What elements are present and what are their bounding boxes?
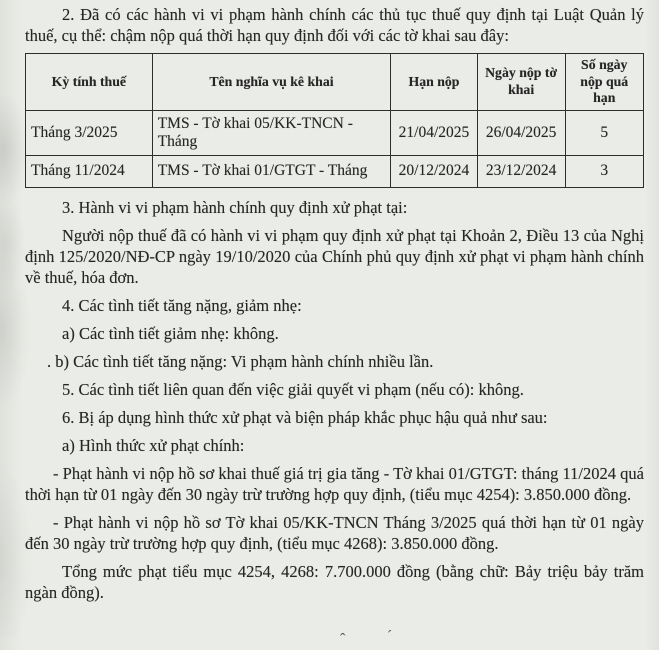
paragraph-3-heading: 3. Hành vi vi phạm hành chính quy định xử phạt tại: [62, 197, 408, 217]
cutoff-diacritics-fragment: ˆ ́ [340, 630, 434, 649]
cell-tax-period: Tháng 3/2025 [26, 110, 153, 155]
cell-deadline: 21/04/2025 [391, 110, 478, 155]
paragraph-5-related-circumstances: 5. Các tình tiết liên quan đến việc giải quyết vi phạm (nếu có): không. [62, 379, 524, 399]
paragraph-6-heading: 6. Bị áp dụng hình thức xử phạt và biện pháp khắc phục hậu quả như sau: [62, 407, 548, 427]
cell-tax-period: Tháng 11/2024 [26, 155, 153, 187]
paragraph-4-heading: 4. Các tình tiết tăng nặng, giảm nhẹ: [62, 295, 302, 315]
header-deadline: Hạn nộp [391, 54, 478, 111]
cell-deadline: 20/12/2024 [391, 155, 478, 187]
paragraph-2-violations-summary: 2. Đã có các hành vi vi phạm hành chính các thủ tục thuế quy định tại Luật Quản lý thuế, cụ thể: chậm nộp quá thời hạn quy định đối với các tờ khai sau đây: [25, 5, 644, 45]
table-row [26, 110, 644, 155]
cell-days-overdue: 5 [565, 110, 644, 155]
clause-6a-main-penalty: a) Hình thức xử phạt chính: [62, 435, 245, 455]
cell-filing-date: 23/12/2024 [477, 155, 565, 187]
table-row [26, 155, 644, 187]
header-tax-period: Kỳ tính thuế [26, 54, 153, 111]
cell-filing-date: 26/04/2025 [477, 110, 565, 155]
cell-declaration-duty: TMS - Tờ khai 05/KK-TNCN - Tháng [152, 110, 391, 155]
table-header-row [26, 54, 644, 111]
fine-item-tncn: - Phạt hành vi nộp hồ sơ Tờ khai 05/KK-TNCN Tháng 3/2025 quá thời hạn từ 01 ngày đến 30 ngày trừ trường hợp quy định, (tiểu mục 4268): 3.850.000 đồng. [25, 512, 644, 553]
total-fine-statement: Tổng mức phạt tiểu mục 4254, 4268: 7.700.000 đồng (bằng chữ: Bảy triệu bảy trăm ngàn đồng). [25, 561, 644, 602]
clause-4b-aggravating: . b) Các tình tiết tăng nặng: Vi phạm hành chính nhiều lần. [47, 351, 434, 371]
cell-declaration-duty: TMS - Tờ khai 01/GTGT - Tháng [152, 155, 391, 187]
fine-item-gtgt: - Phạt hành vi nộp hồ sơ khai thuế giá trị gia tăng - Tờ khai 01/GTGT: tháng 11/2024 quá thời hạn từ 01 ngày đến 30 ngày trừ trường hợp quy định, (tiểu mục 4254): 3.850.000 đồng. [25, 463, 644, 504]
header-filing-date: Ngày nộp tờ khai [477, 54, 565, 111]
paragraph-3-detail: Người nộp thuế đã có hành vi vi phạm quy định xử phạt tại Khoản 2, Điều 13 của Nghị định 125/2020/NĐ-CP ngày 19/10/2020 của Chính phủ quy định xử phạt vi phạm hành chính về thuế, hóa đơn. [25, 225, 644, 287]
cell-days-overdue: 3 [565, 155, 644, 187]
header-declaration-duty: Tên nghĩa vụ kê khai [152, 54, 391, 111]
clause-4a-mitigating: a) Các tình tiết giảm nhẹ: không. [62, 323, 279, 343]
late-filing-table [25, 53, 644, 188]
header-days-overdue: Số ngày nộp quá hạn [565, 54, 644, 111]
cutoff-next-line [0, 630, 659, 649]
